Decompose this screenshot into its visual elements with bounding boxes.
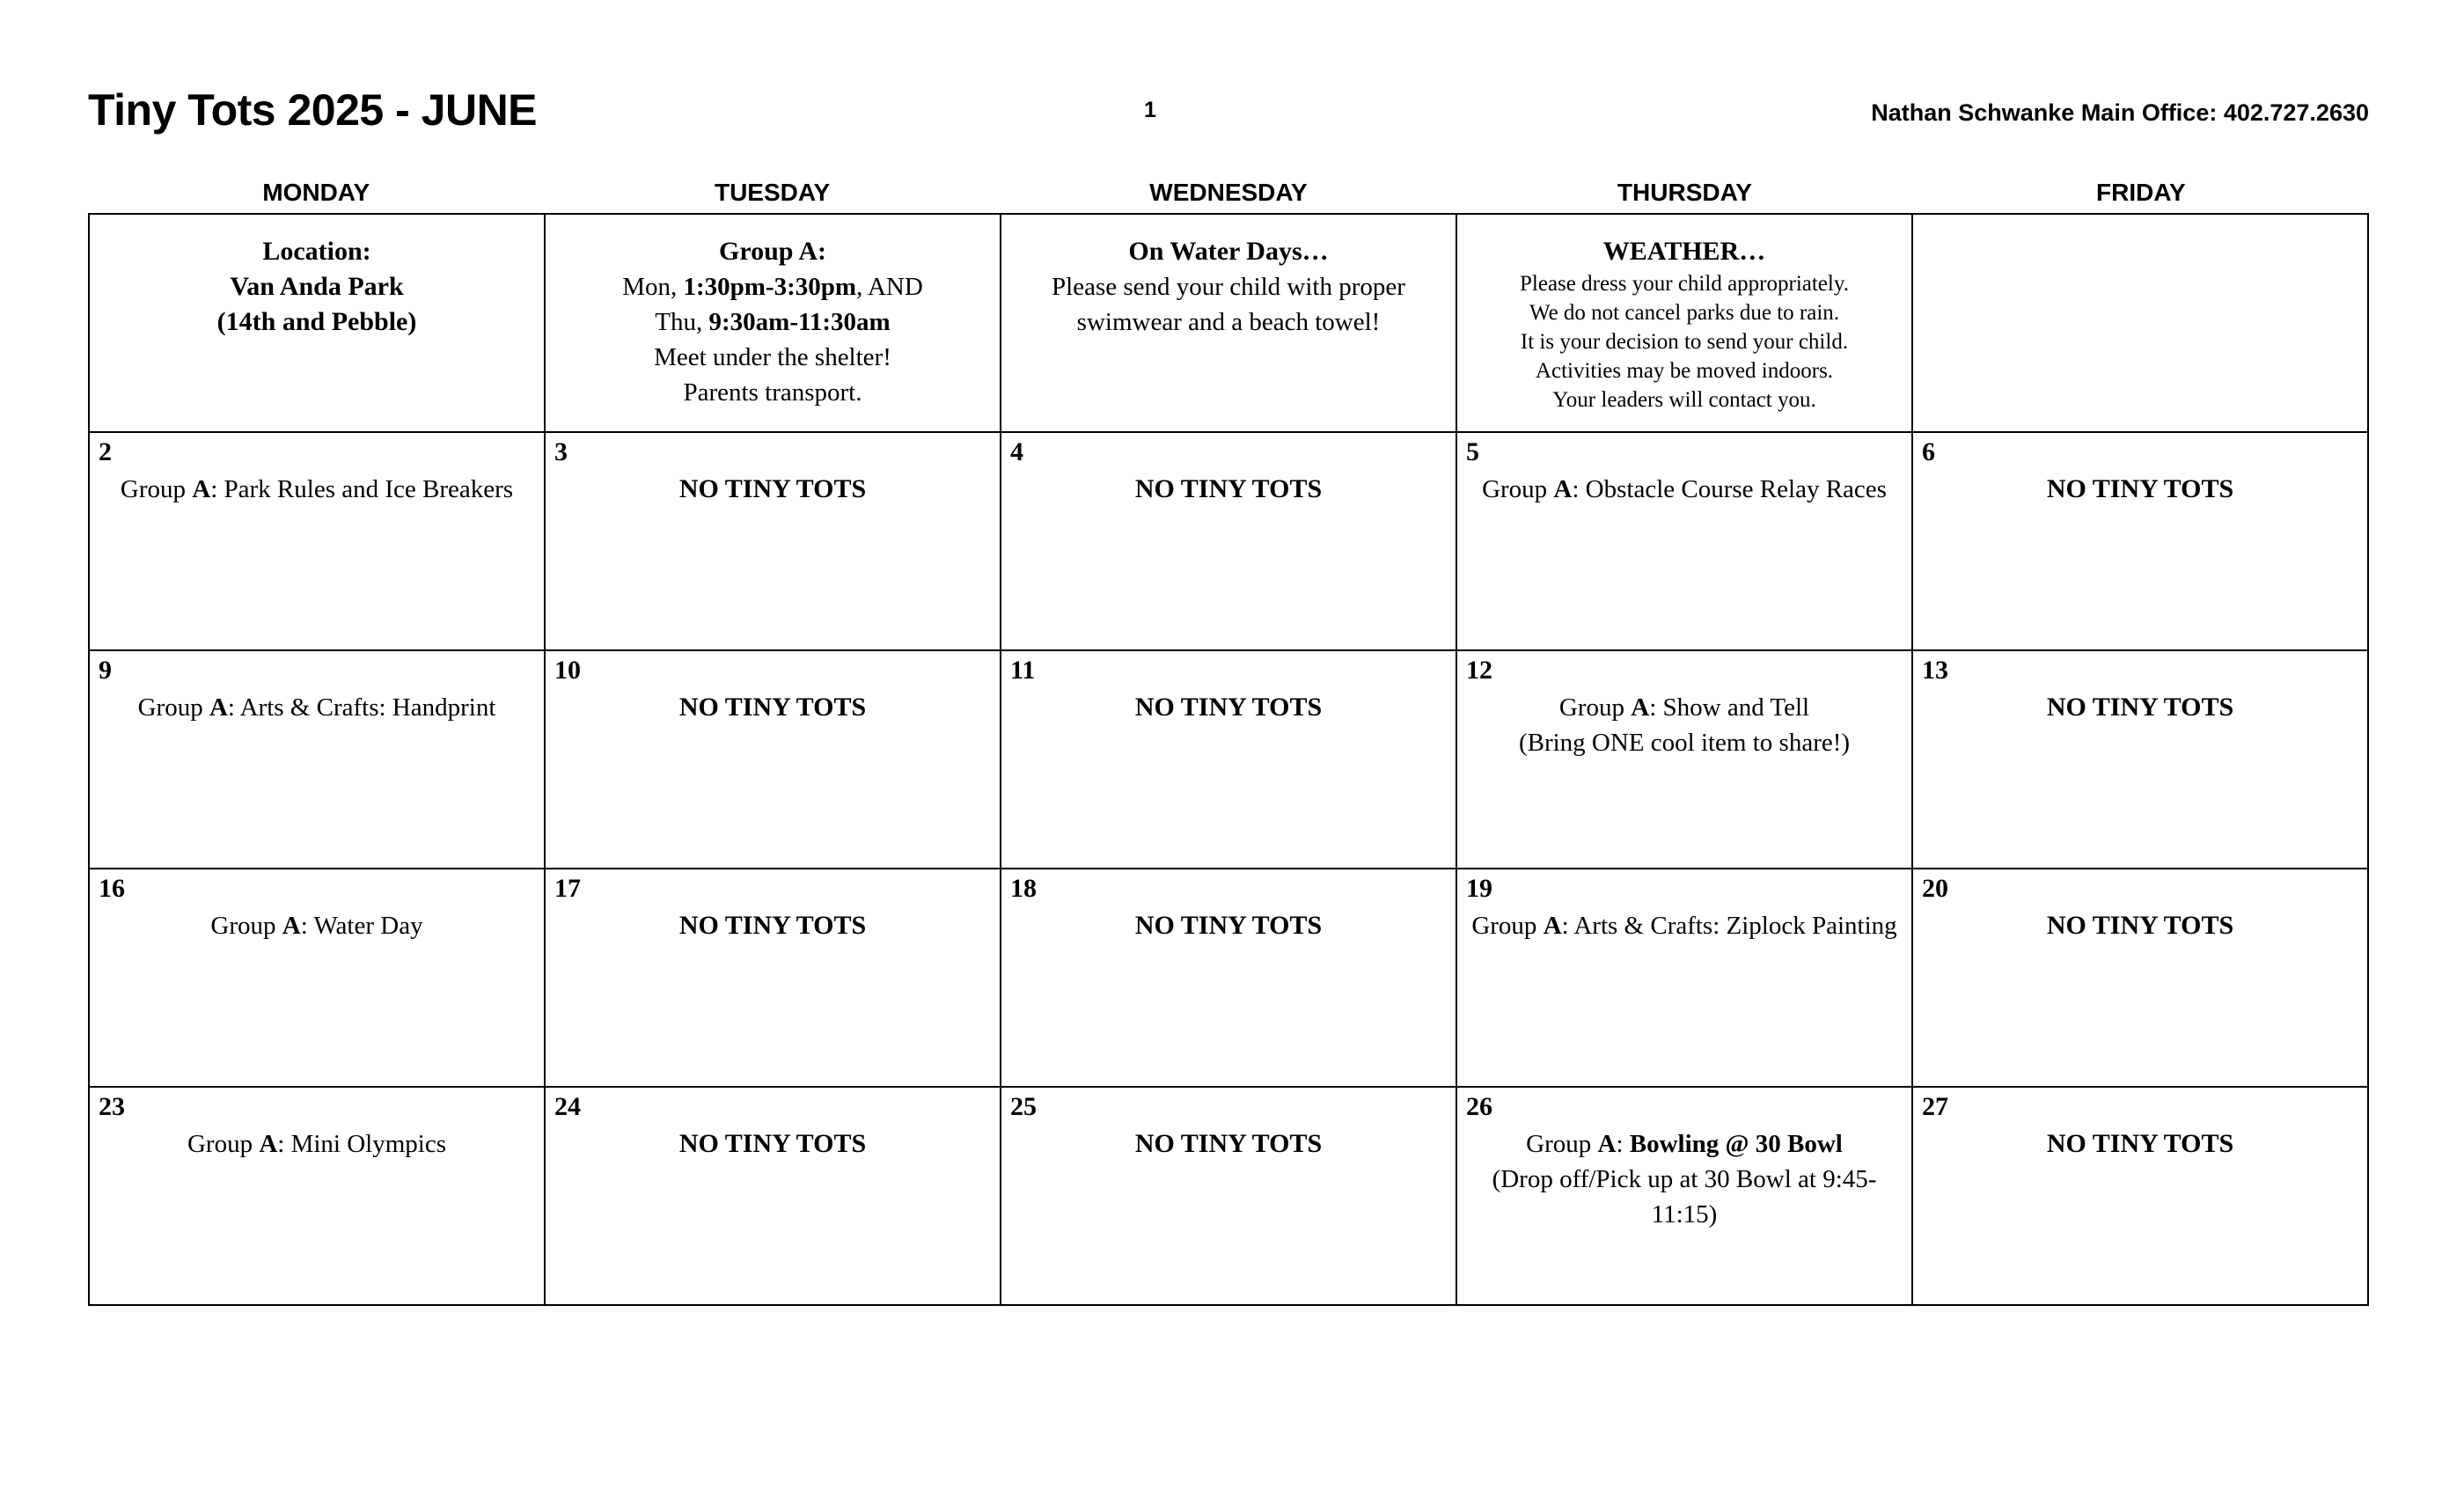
event-title bbox=[1471, 690, 1897, 725]
info-cell-group-times bbox=[545, 214, 1001, 432]
calendar-week-row bbox=[89, 869, 2368, 1087]
weather-title: WEATHER… bbox=[1602, 237, 1766, 266]
no-tiny-tots-label: NO TINY TOTS bbox=[2046, 474, 2234, 503]
office-contact: Nathan Schwanke Main Office: 402.727.2630 bbox=[1871, 99, 2369, 126]
weekday-header-row bbox=[88, 178, 2369, 208]
event-group-prefix: Group bbox=[210, 912, 282, 940]
event-title bbox=[1471, 908, 1897, 943]
weekday-header-thursday: THURSDAY bbox=[1617, 179, 1752, 206]
day-content bbox=[1457, 433, 1911, 514]
day-number: 2 bbox=[99, 437, 112, 466]
event-title bbox=[104, 908, 530, 943]
day-content bbox=[1457, 651, 1911, 767]
day-content bbox=[1001, 651, 1456, 732]
water-days-title: On Water Days… bbox=[1128, 237, 1329, 266]
calendar-day-cell[interactable] bbox=[89, 869, 545, 1087]
event-group-prefix: Group bbox=[120, 475, 193, 503]
calendar-week-row bbox=[89, 1087, 2368, 1305]
event-title bbox=[1471, 472, 1897, 507]
event-group-letter: A bbox=[1597, 1130, 1617, 1158]
calendar-day-cell[interactable] bbox=[1001, 869, 1456, 1087]
calendar-grid bbox=[88, 213, 2369, 1306]
event-group-letter: A bbox=[259, 1130, 278, 1158]
event-group-letter: A bbox=[192, 475, 211, 503]
no-tiny-tots-label: NO TINY TOTS bbox=[1134, 693, 1323, 722]
water-days-line-1: Please send your child with proper bbox=[1052, 273, 1405, 301]
day-number: 25 bbox=[1010, 1092, 1037, 1121]
day-number: 9 bbox=[99, 656, 112, 685]
event-description-emphasis: Bowling @ 30 Bowl bbox=[1629, 1130, 1843, 1158]
event-group-prefix: Group bbox=[1558, 693, 1632, 722]
day-number: 16 bbox=[99, 874, 125, 903]
day-number: 4 bbox=[1010, 437, 1023, 466]
day-content bbox=[1457, 869, 1911, 950]
event-title bbox=[1471, 1126, 1897, 1162]
event-group-prefix: Group bbox=[1471, 912, 1544, 940]
event-group-prefix: Group bbox=[187, 1130, 260, 1158]
no-tiny-tots-label: NO TINY TOTS bbox=[678, 693, 867, 722]
calendar-day-cell[interactable] bbox=[545, 869, 1001, 1087]
event-description: : Water Day bbox=[300, 912, 423, 940]
day-number: 13 bbox=[1922, 656, 1948, 685]
event-description: : Arts & Crafts: Handprint bbox=[227, 693, 496, 722]
calendar-day-cell[interactable] bbox=[89, 650, 545, 869]
event-description: : Arts & Crafts: Ziplock Painting bbox=[1561, 912, 1897, 940]
day-content bbox=[1913, 869, 2367, 950]
no-tiny-tots-label: NO TINY TOTS bbox=[2046, 1129, 2234, 1158]
calendar-day-cell[interactable] bbox=[89, 1087, 545, 1305]
day-content bbox=[546, 651, 1000, 732]
day-number: 26 bbox=[1466, 1092, 1492, 1121]
weekday-header-wednesday: WEDNESDAY bbox=[1149, 179, 1308, 206]
event-note: (Bring ONE cool item to share!) bbox=[1518, 729, 1851, 757]
weekday-header-monday: MONDAY bbox=[262, 179, 370, 206]
weekday-header-friday: FRIDAY bbox=[2096, 179, 2186, 206]
day-number: 18 bbox=[1010, 874, 1037, 903]
event-group-letter: A bbox=[1631, 693, 1650, 722]
weekday-header-tuesday: TUESDAY bbox=[714, 179, 831, 206]
day-number: 12 bbox=[1466, 656, 1492, 685]
calendar-day-cell[interactable] bbox=[1456, 869, 1912, 1087]
day-content bbox=[1913, 1088, 2367, 1169]
weather-line-5: Your leaders will contact you. bbox=[1552, 388, 1816, 412]
calendar-day-cell[interactable] bbox=[1912, 1087, 2368, 1305]
no-tiny-tots-label: NO TINY TOTS bbox=[1134, 474, 1323, 503]
water-days-line-2: swimwear and a beach towel! bbox=[1076, 308, 1381, 336]
weather-line-3: It is your decision to send your child. bbox=[1520, 330, 1849, 354]
calendar-day-cell[interactable] bbox=[1456, 432, 1912, 650]
day-number: 3 bbox=[554, 437, 568, 466]
calendar-day-cell[interactable] bbox=[1456, 650, 1912, 869]
no-tiny-tots-label: NO TINY TOTS bbox=[678, 911, 867, 940]
event-description: : Obstacle Course Relay Races bbox=[1572, 475, 1887, 503]
calendar-info-row bbox=[89, 214, 2368, 432]
group-a-meet-note: Meet under the shelter! bbox=[654, 343, 891, 371]
event-group-letter: A bbox=[282, 912, 301, 940]
event-group-prefix: Group bbox=[137, 693, 209, 722]
event-title bbox=[104, 690, 530, 725]
calendar-week-row bbox=[89, 650, 2368, 869]
calendar-week-row bbox=[89, 432, 2368, 650]
event-description: : Park Rules and Ice Breakers bbox=[210, 475, 514, 503]
event-note: (Drop off/Pick up at 30 Bowl at 9:45-11:15) bbox=[1492, 1165, 1877, 1228]
day-content bbox=[1913, 433, 2367, 514]
calendar-day-cell[interactable] bbox=[545, 1087, 1001, 1305]
group-a-thursday-time: Thu, 9:30am-11:30am bbox=[655, 308, 891, 336]
no-tiny-tots-label: NO TINY TOTS bbox=[678, 1129, 867, 1158]
calendar-day-cell[interactable] bbox=[1456, 1087, 1912, 1305]
no-tiny-tots-label: NO TINY TOTS bbox=[1134, 911, 1323, 940]
day-content bbox=[1001, 1088, 1456, 1169]
day-content bbox=[1457, 1088, 1911, 1239]
event-group-prefix: Group bbox=[1482, 475, 1554, 503]
info-cell-water-days bbox=[1001, 214, 1456, 432]
day-number: 23 bbox=[99, 1092, 125, 1121]
day-number: 19 bbox=[1466, 874, 1492, 903]
event-group-prefix: Group bbox=[1526, 1130, 1598, 1158]
group-a-title: Group A: bbox=[719, 237, 826, 266]
location-cross-streets: (14th and Pebble) bbox=[216, 307, 417, 336]
day-number: 6 bbox=[1922, 437, 1935, 466]
weather-line-2: We do not cancel parks due to rain. bbox=[1529, 301, 1840, 325]
day-content bbox=[90, 869, 544, 950]
location-title: Location: bbox=[262, 237, 371, 266]
calendar-day-cell[interactable] bbox=[1912, 869, 2368, 1087]
group-a-monday-time: Mon, 1:30pm-3:30pm, AND bbox=[622, 273, 923, 301]
calendar-day-cell[interactable] bbox=[545, 650, 1001, 869]
weather-line-1: Please dress your child appropriately. bbox=[1520, 272, 1849, 296]
group-a-transport-note: Parents transport. bbox=[683, 378, 862, 407]
no-tiny-tots-label: NO TINY TOTS bbox=[2046, 693, 2234, 722]
day-content bbox=[546, 433, 1000, 514]
event-title bbox=[104, 472, 530, 507]
event-group-letter: A bbox=[1543, 912, 1562, 940]
day-number: 24 bbox=[554, 1092, 581, 1121]
calendar-day-cell[interactable] bbox=[89, 432, 545, 650]
day-number: 10 bbox=[554, 656, 581, 685]
day-content bbox=[546, 869, 1000, 950]
document-header bbox=[0, 84, 2464, 139]
calendar-day-cell[interactable] bbox=[1001, 1087, 1456, 1305]
day-number: 17 bbox=[554, 874, 581, 903]
day-content bbox=[546, 1088, 1000, 1169]
event-title bbox=[104, 1126, 530, 1162]
day-content bbox=[90, 433, 544, 514]
page-title: Tiny Tots 2025 - JUNE bbox=[88, 85, 538, 135]
info-cell-weather bbox=[1456, 214, 1912, 432]
event-description: : Mini Olympics bbox=[277, 1130, 447, 1158]
day-number: 11 bbox=[1010, 656, 1036, 685]
page-number: 1 bbox=[1144, 98, 1156, 122]
day-number: 20 bbox=[1922, 874, 1948, 903]
day-number: 27 bbox=[1922, 1092, 1948, 1121]
calendar-day-cell[interactable] bbox=[1912, 650, 2368, 869]
event-group-letter: A bbox=[209, 693, 228, 722]
calendar-day-cell[interactable] bbox=[1001, 650, 1456, 869]
location-park: Van Anda Park bbox=[230, 272, 404, 301]
no-tiny-tots-label: NO TINY TOTS bbox=[1134, 1129, 1323, 1158]
info-cell-location bbox=[89, 214, 545, 432]
day-content bbox=[1913, 651, 2367, 732]
day-content bbox=[90, 1088, 544, 1169]
day-content bbox=[1001, 433, 1456, 514]
day-content bbox=[1001, 869, 1456, 950]
no-tiny-tots-label: NO TINY TOTS bbox=[2046, 911, 2234, 940]
event-description: : bbox=[1616, 1130, 1630, 1158]
no-tiny-tots-label: NO TINY TOTS bbox=[678, 474, 867, 503]
calendar-day-cell[interactable] bbox=[1912, 432, 2368, 650]
day-number: 5 bbox=[1466, 437, 1479, 466]
day-content bbox=[90, 651, 544, 732]
info-cell-friday-empty bbox=[1912, 214, 2368, 432]
calendar-weeks bbox=[89, 432, 2368, 1305]
event-description: : Show and Tell bbox=[1649, 693, 1810, 722]
calendar-day-cell[interactable] bbox=[545, 432, 1001, 650]
calendar-day-cell[interactable] bbox=[1001, 432, 1456, 650]
weather-line-4: Activities may be moved indoors. bbox=[1535, 359, 1834, 383]
event-group-letter: A bbox=[1553, 475, 1573, 503]
